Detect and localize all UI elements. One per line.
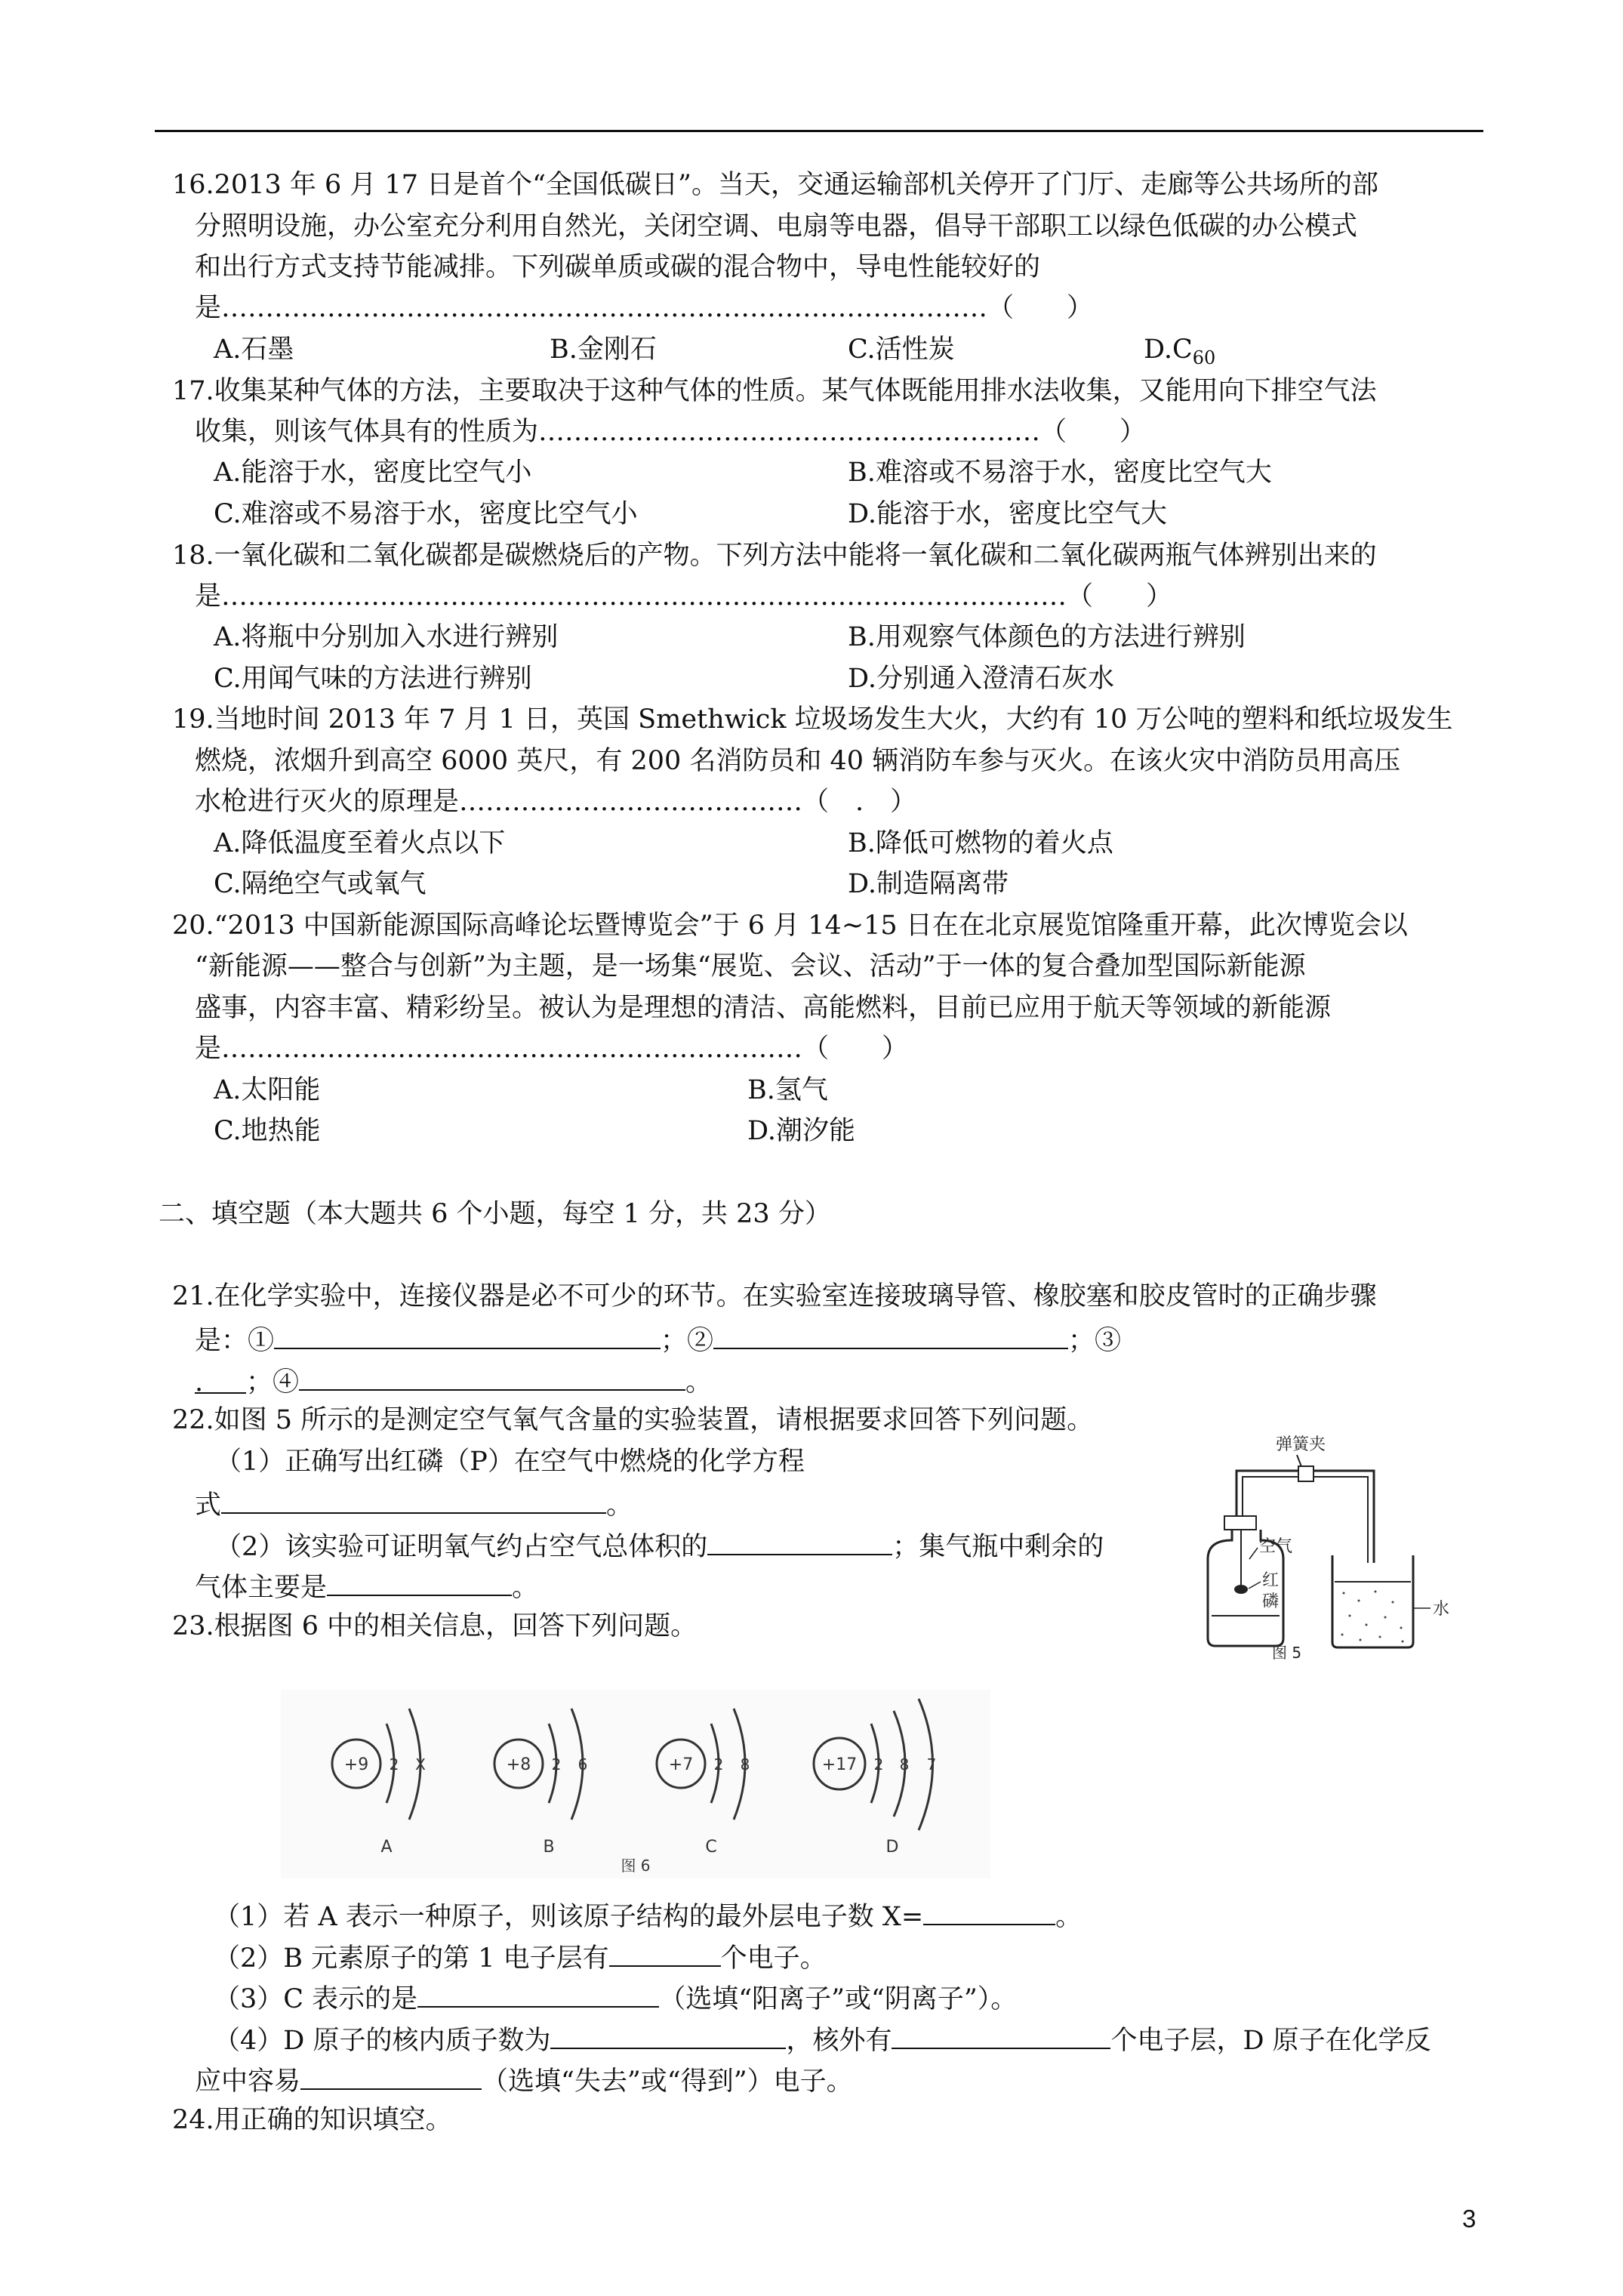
q22-part1-cont: 式 。 <box>195 1485 633 1523</box>
q20-line1: 20.“2013 中国新能源国际高峰论坛暨博览会”于 6 月 14~15 日在在北京展览馆隆重开幕，此次博览会以 <box>172 911 1408 941</box>
fig5-beaker-water <box>1341 1591 1404 1643</box>
q18-line2: 是……………………………………………………………………………………（ ） <box>195 581 1173 612</box>
figure-6-atom-structures <box>281 1690 990 1878</box>
q23-blank-b-shell1[interactable] <box>609 1938 721 1967</box>
q20-line4: 是…………………………………………………………（ ） <box>195 1034 909 1064</box>
header-rule <box>155 130 1483 132</box>
fig5-caption: 图 5 <box>1272 1644 1302 1661</box>
svg-text:X: X <box>415 1755 426 1774</box>
fig6-caption: 图 6 <box>621 1857 651 1875</box>
q16-option-a: A.石墨 <box>214 334 294 365</box>
q16-line4: 是……………………………………………………………………………（ ） <box>195 293 1094 323</box>
svg-text:2: 2 <box>551 1755 562 1774</box>
q17-option-c: C.难溶或不易溶于水，密度比空气小 <box>214 499 638 529</box>
q21-line3: . ；④ 。 <box>195 1362 712 1400</box>
q22-oxygen-fraction-blank[interactable] <box>707 1527 892 1555</box>
svg-text:B: B <box>543 1838 555 1857</box>
q24-line1: 24.用正确的知识填空。 <box>172 2105 452 2135</box>
q23-blank-d-electrons[interactable] <box>300 2061 482 2090</box>
q22-equation-blank[interactable] <box>221 1485 606 1514</box>
q17-option-d: D.能溶于水，密度比空气大 <box>848 499 1167 529</box>
q20-option-d: D.潮汐能 <box>747 1116 855 1146</box>
svg-text:2: 2 <box>389 1755 399 1774</box>
q22-line1: 22.如图 5 所示的是测定空气氧气含量的实验装置，请根据要求回答下列问题。 <box>172 1405 1094 1435</box>
fig5-beaker <box>1332 1555 1413 1647</box>
svg-text:7: 7 <box>926 1755 937 1774</box>
q23-blank-d-protons[interactable] <box>550 2020 786 2049</box>
q22-remaining-gas-blank[interactable] <box>327 1567 512 1596</box>
q23-blank-d-layers[interactable] <box>892 2020 1110 2049</box>
q19-option-d: D.制造隔离带 <box>848 869 1009 899</box>
q19-option-b: B.降低可燃物的着火点 <box>848 828 1113 858</box>
q18-option-b: B.用观察气体颜色的方法进行辨别 <box>848 622 1246 652</box>
q22-part2: （2）该实验可证明氧气约占空气总体积的 ；集气瓶中剩余的 <box>215 1527 1104 1564</box>
q23-sub4-cont: 应中容易 （选填“失去”或“得到”）电子。 <box>195 2061 853 2099</box>
q19-line3: 水枪进行灭火的原理是…………………………………（ . ） <box>195 787 917 817</box>
svg-text:8: 8 <box>899 1755 910 1774</box>
svg-text:A: A <box>380 1838 393 1857</box>
svg-text:+7: +7 <box>668 1755 694 1774</box>
q17-option-b: B.难溶或不易溶于水，密度比空气大 <box>848 458 1272 488</box>
q16-line3: 和出行方式支持节能减排。下列碳单质或碳的混合物中，导电性能较好的 <box>195 252 1041 282</box>
q20-line3: 盛事，内容丰富、精彩纷呈。被认为是理想的清洁、高能燃料，目前已应用于航天等领域的新能源 <box>195 993 1332 1023</box>
fig5-label-red: 红 <box>1262 1571 1280 1590</box>
fig5-red-phosphorus <box>1234 1585 1248 1594</box>
svg-text:+9: +9 <box>343 1755 369 1774</box>
q23-line1: 23.根据图 6 中的相关信息，回答下列问题。 <box>172 1611 698 1641</box>
fig5-label-air: 空气 <box>1259 1537 1293 1556</box>
q17-line1: 17.收集某种气体的方法，主要取决于这种气体的性质。某气体既能用排水法收集，又能用向下排空气法 <box>172 376 1377 406</box>
q17-line2: 收集，则该气体具有的性质为…………………………………………………（ ） <box>195 417 1147 447</box>
figure-5-apparatus <box>1178 1427 1472 1661</box>
q19-line1: 19.当地时间 2013 年 7 月 1 日，英国 Smethwick 垃圾场发生大火，大约有 10 万公吨的塑料和纸垃圾发生 <box>172 704 1453 735</box>
svg-text:C: C <box>705 1838 717 1857</box>
q21-line1: 21.在化学实验中，连接仪器是必不可少的环节。在实验室连接玻璃导管、橡胶塞和胶皮管时的正确步骤 <box>172 1281 1377 1311</box>
q18-option-d: D.分别通入澄清石灰水 <box>848 664 1114 694</box>
q16-line2: 分照明设施，办公室充分利用自然光，关闭空调、电扇等电器，倡导干部职工以绿色低碳的办公模式 <box>195 211 1358 242</box>
fig5-label-water: 水 <box>1433 1600 1450 1619</box>
fig5-label-phosphorus: 磷 <box>1262 1592 1280 1611</box>
q19-option-a: A.降低温度至着火点以下 <box>214 828 506 858</box>
q23-sub3: （3）C 表示的是 （选填“阳离子”或“阴离子”）。 <box>214 1979 1017 2017</box>
section-heading-fill-in: 二、填空题（本大题共 6 个小题，每空 1 分，共 23 分） <box>159 1199 831 1229</box>
q21-line2: 是：① ；② ；③ <box>195 1321 1121 1358</box>
q21-blank-3[interactable]: . <box>195 1365 246 1394</box>
q17-option-a: A.能溶于水，密度比空气小 <box>214 458 532 488</box>
q16-option-b: B.金刚石 <box>550 334 657 365</box>
q23-sub2: （2）B 元素原子的第 1 电子层有 个电子。 <box>214 1938 827 1976</box>
q23-sub4: （4）D 原子的核内质子数为 ，核外有 个电子层，D 原子在化学反 <box>214 2020 1431 2058</box>
q23-blank-x[interactable] <box>923 1897 1055 1925</box>
q19-option-c: C.隔绝空气或氧气 <box>214 869 427 899</box>
q19-line2: 燃烧，浓烟升到高空 6000 英尺，有 200 名消防员和 40 辆消防车参与灭火。在该火灾中消防员用高压 <box>195 746 1401 776</box>
page-number: 3 <box>1462 2205 1477 2233</box>
fig5-stopper <box>1224 1516 1256 1530</box>
svg-text:+8: +8 <box>506 1755 531 1774</box>
q22-part1: （1）正确写出红磷（P）在空气中燃烧的化学方程 <box>215 1447 805 1477</box>
q20-line2: “新能源——整合与创新”为主题，是一场集“展览、会议、活动”于一体的复合叠加型国际新能源 <box>195 951 1306 982</box>
q23-sub1: （1）若 A 表示一种原子，则该原子结构的最外层电子数 X= 。 <box>214 1897 1082 1934</box>
svg-text:6: 6 <box>577 1755 588 1774</box>
q16-option-d: $D.C_{60}$ <box>1144 334 1216 368</box>
fig5-spring-clip <box>1298 1466 1313 1481</box>
q20-option-b: B.氢气 <box>747 1075 828 1105</box>
q16-line1: 16.2013 年 6 月 17 日是首个“全国低碳日”。当天，交通运输部机关停开了门厅、走廊等公共场所的部 <box>172 170 1378 200</box>
q20-option-a: A.太阳能 <box>214 1075 321 1105</box>
q18-line1: 18.一氧化碳和二氧化碳都是碳燃烧后的产物。下列方法中能将一氧化碳和二氧化碳两瓶气体辨别出来的 <box>172 541 1377 571</box>
fig5-label-clip: 弹簧夹 <box>1276 1435 1326 1454</box>
svg-text:2: 2 <box>873 1755 884 1774</box>
q22-part2-cont: 气体主要是 。 <box>195 1567 538 1605</box>
q21-blank-2[interactable] <box>713 1321 1068 1349</box>
q16-option-d-subscript: 60 <box>1192 347 1216 368</box>
q18-option-a: A.将瓶中分别加入水进行辨别 <box>214 622 559 652</box>
q23-blank-c-type[interactable] <box>417 1979 659 2008</box>
q16-option-c: C.活性炭 <box>848 334 955 365</box>
q20-option-c: C.地热能 <box>214 1116 321 1146</box>
svg-text:D: D <box>885 1838 899 1857</box>
svg-text:+17: +17 <box>821 1755 858 1774</box>
q21-blank-4[interactable] <box>299 1362 685 1391</box>
svg-text:8: 8 <box>740 1755 750 1774</box>
svg-text:2: 2 <box>713 1755 724 1774</box>
q21-blank-1[interactable] <box>274 1321 661 1349</box>
q18-option-c: C.用闻气味的方法进行辨别 <box>214 664 532 694</box>
